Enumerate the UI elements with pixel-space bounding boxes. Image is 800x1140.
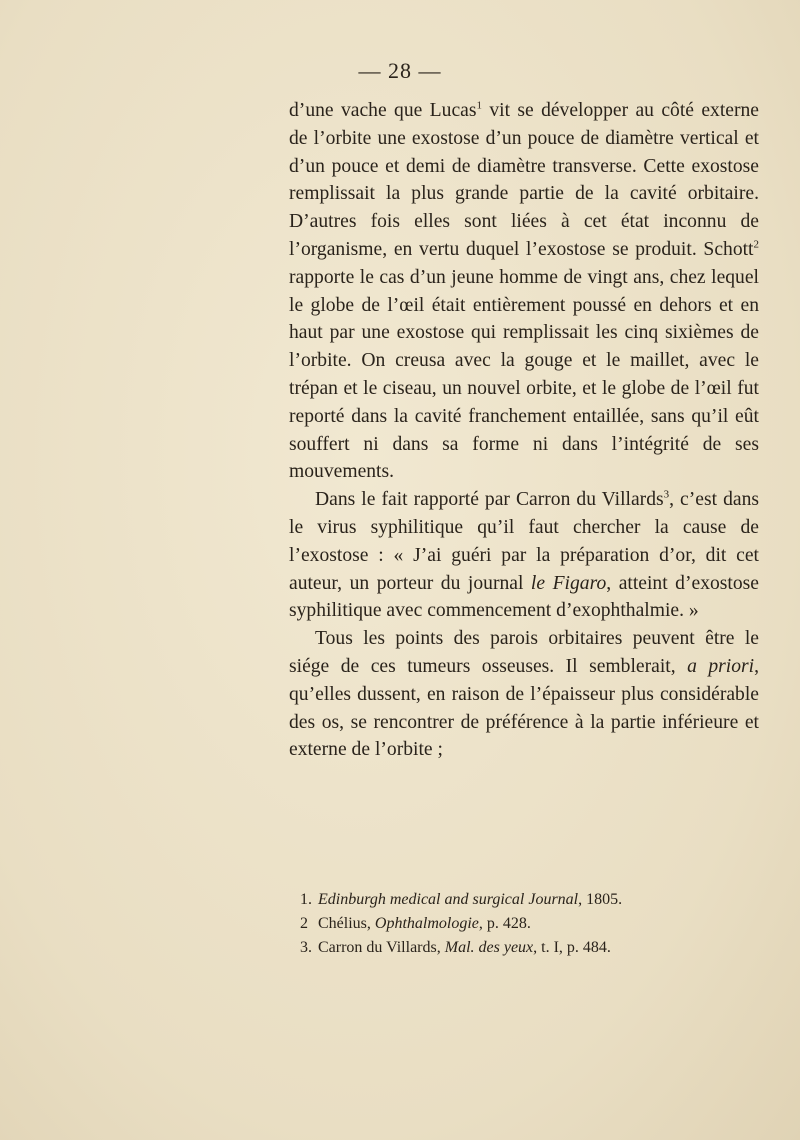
page-number: — 28 — <box>358 58 442 83</box>
text-run: Carron du Villards, <box>318 939 445 956</box>
text-run: d’une vache que Lucas <box>289 100 477 121</box>
body-text <box>289 97 759 764</box>
footnote <box>300 888 760 912</box>
text-run: Chélius, <box>318 915 375 932</box>
text-run: , p. 428. <box>478 915 531 932</box>
text-run: , atteint d’exostose syphilitique avec commencement d’exophthalmie. » <box>289 572 759 622</box>
footnote <box>300 912 760 936</box>
footnote-number: 3. <box>300 939 312 956</box>
italic-text: Ophthalmologie <box>374 915 479 932</box>
footnote <box>300 936 760 960</box>
italic-text: a priori <box>687 655 755 677</box>
text-run: vit se développer au côté externe de l’orbite une exostose d’un pouce de diamètre vertical et d’un pouce et demi de diamètre transverse. Cette exostose remplissait la plus grande partie de la cavité orbitaire. D’autres fois elles sont liées à cet état inconnu de l’organisme, en vertu duquel l’exostose se produit. Schott <box>289 100 759 260</box>
italic-text: le Figaro <box>530 572 607 594</box>
footnote-reference: 3 <box>663 488 670 501</box>
footnote-number: 1. <box>300 891 312 908</box>
italic-text: Edinburgh medical and surgical Journal <box>318 891 579 908</box>
paragraph <box>289 486 759 625</box>
text-run: , t. I, p. 484. <box>533 939 611 956</box>
footnote-reference: 2 <box>753 238 759 251</box>
text-run: rapporte le cas d’un jeune homme de vingt ans, chez lequel le globe de l’œil était entièrement poussé en dehors et en haut par une exostose qui remplissait les cinq sixièmes de l’orbite. On creusa avec la gouge et le maillet, avec le trépan et le ciseau, un nouvel orbite, et le globe de l’œil fut reporté dans la cavité franchement entaillée, sans qu’il eût souffert ni dans sa forme ni dans l’intégrité de ses mouvements. <box>289 266 759 483</box>
footnotes <box>300 888 760 960</box>
paragraph <box>289 97 759 486</box>
text-run: , qu’elles dussent, en raison de l’épaisseur plus considérable des os, se rencontrer de préférence à la partie inférieure et externe de l’orbite ; <box>289 655 760 761</box>
text-run: Tous les points des parois orbitaires peuvent être le siége de ces tumeurs osseuses. Il semblerait, <box>289 628 759 677</box>
text-run: Dans le fait rapporté par Carron du Villards <box>315 489 664 511</box>
italic-text: Mal. des yeux <box>444 939 534 956</box>
text-run: , c’est dans le virus syphilitique qu’il faut chercher la cause de l’exostose : « J’ai guéri par la préparation d’or, dit cet auteur, un porteur du journal <box>289 489 759 594</box>
text-run: , 1805. <box>578 891 623 908</box>
paragraph <box>289 625 759 764</box>
footnote-reference: 1 <box>476 99 482 112</box>
footnote-number: 2 <box>300 915 308 932</box>
